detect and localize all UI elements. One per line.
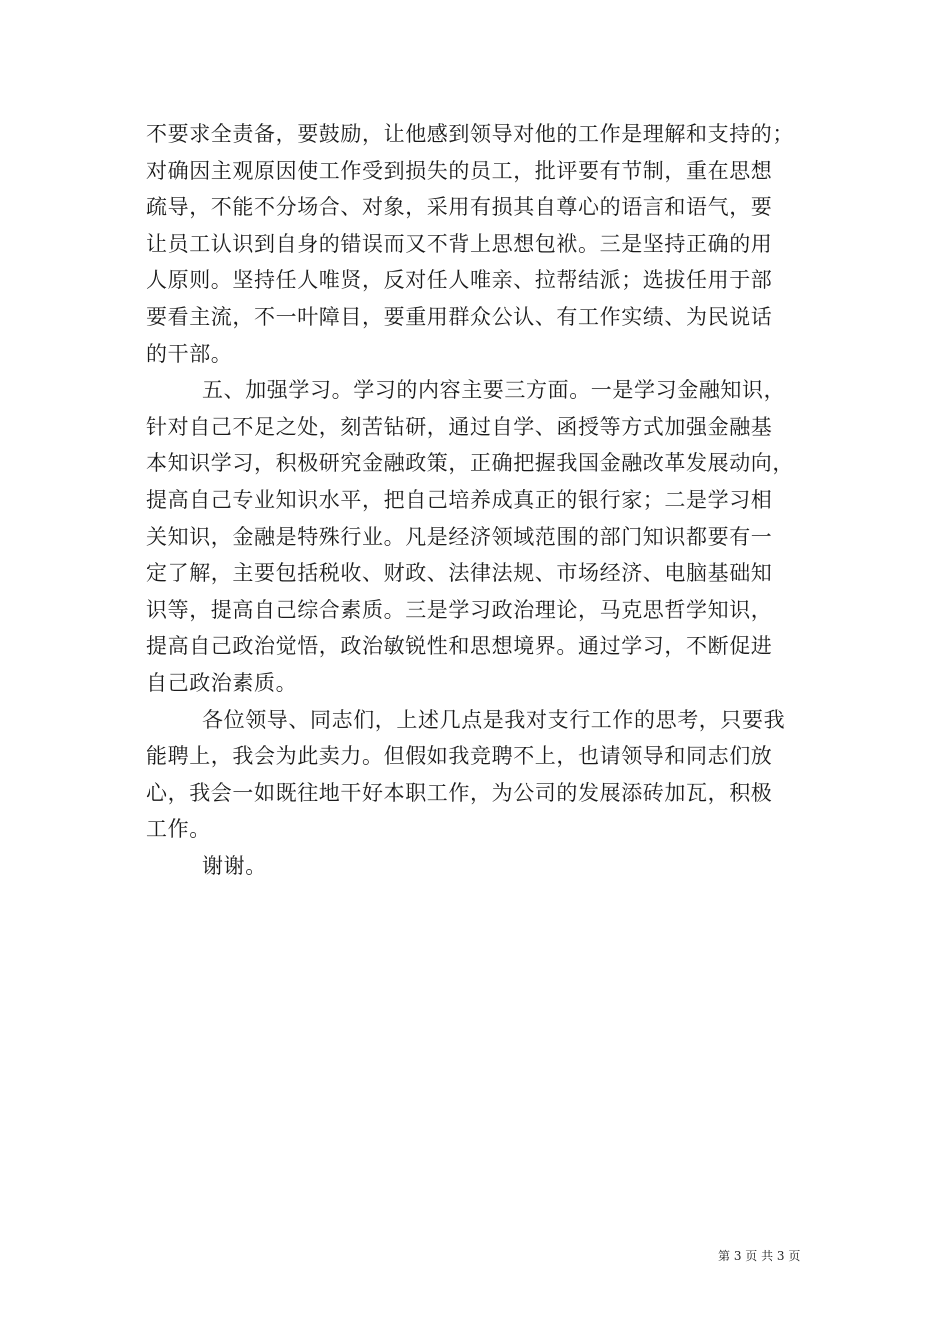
body-line: 疏导，不能不分场合、对象，采用有损其自尊心的语言和语气，要	[146, 195, 773, 220]
body-line: 心，我会一如既往地干好本职工作，为公司的发展添砖加瓦，积极	[146, 780, 773, 805]
body-line: 提高自己专业知识水平，把自己培养成真正的银行家；二是学习相	[146, 487, 773, 512]
body-line: 人原则。坚持任人唯贤，反对任人唯亲、拉帮结派；选拔任用于部	[146, 268, 773, 293]
page-number-footer: 第 3 页 共 3 页	[718, 1249, 801, 1263]
body-line: 提高自己政治觉悟，政治敏锐性和思想境界。通过学习，不断促进	[146, 634, 773, 659]
body-line: 工作。	[146, 817, 211, 842]
body-line: 让员工认识到自身的错误而又不背上思想包袱。三是坚持正确的用	[146, 231, 773, 256]
body-line: 定了解，主要包括税收、财政、法律法规、市场经济、电脑基础知	[146, 561, 773, 586]
body-line: 自己政治素质。	[146, 670, 298, 695]
body-line: 能聘上，我会为此卖力。但假如我竞聘不上，也请领导和同志们放	[146, 744, 773, 769]
body-line: 不要求全责备，要鼓励，让他感到领导对他的工作是理解和支持的；	[146, 122, 794, 146]
document-body	[146, 116, 816, 884]
body-line: 本知识学习，积极研究金融政策，正确把握我国金融改革发展动向，	[146, 451, 794, 476]
body-line: 识等，提高自己综合素质。三是学习政治理论，马克思哲学知识，	[146, 597, 773, 622]
body-line: 要看主流，不一叶障目，要重用群众公认、有工作实绩、为民说话	[146, 304, 773, 329]
body-line: 针对自己不足之处，刻苦钻研，通过自学、函授等方式加强金融基	[146, 414, 773, 439]
body-line: 关知识，金融是特殊行业。凡是经济领域范围的部门知识都要有一	[146, 524, 773, 549]
paragraph-start-line: 五、加强学习。学习的内容主要三方面。一是学习金融知识，	[202, 378, 786, 403]
paragraph-start-line: 各位领导、同志们，上述几点是我对支行工作的思考，只要我	[202, 707, 786, 732]
body-line: 对确因主观原因使工作受到损失的员工，批评要有节制，重在思想	[146, 158, 773, 183]
body-line: 的干部。	[146, 341, 233, 366]
closing-line: 谢谢。	[202, 853, 267, 878]
